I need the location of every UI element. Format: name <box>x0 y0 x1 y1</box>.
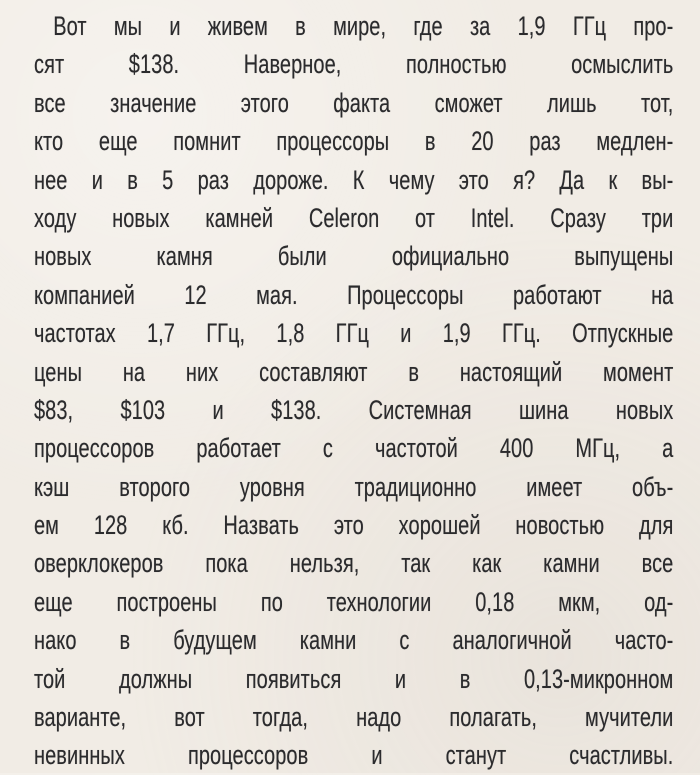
article-line-15: оверклокеров пока нельзя, так как камни все <box>34 548 674 579</box>
article-line-5: нее и в 5 раз дороже. К чему это я? Да к вы- <box>34 164 674 195</box>
article-line-7: новых камня были официально выпущены <box>34 241 674 272</box>
article-line-4: кто еще помнит процессоры в 20 раз медлен- <box>34 126 674 157</box>
article-line-2: сят $138. Наверное, полностью осмыслить <box>34 49 674 80</box>
article-line-12: процессоров работает с частотой 400 МГц, а <box>34 433 674 464</box>
article-line-10: цены на них составляют в настоящий момент <box>34 356 674 387</box>
article-line-8: компанией 12 мая. Процессоры работают на <box>34 279 674 310</box>
article-line-20: невинных процессоров и станут счастливы. <box>34 740 674 771</box>
article-line-9: частотах 1,7 ГГц, 1,8 ГГц и 1,9 ГГц. Отпускные <box>34 318 674 349</box>
article-line-13: кэш второго уровня традиционно имеет объ- <box>34 471 674 502</box>
article-line-17: нако в будущем камни с аналогичной часто- <box>34 625 674 656</box>
article-line-14: ем 128 кб. Назвать это хорошей новостью для <box>34 510 674 541</box>
article-line-6: ходу новых камней Celeron от Intel. Сразу три <box>34 202 674 233</box>
article-body <box>34 7 676 775</box>
article-line-18: той должны появиться и в 0,13-микронном <box>34 663 674 694</box>
article-line-11: $83, $103 и $138. Системная шина новых <box>34 394 674 425</box>
article-line-19: варианте, вот тогда, надо полагать, мучители <box>34 702 674 733</box>
article-line-1: Вот мы и живем в мире, где за 1,9 ГГц про- <box>53 11 674 41</box>
article-line-3: все значение этого факта сможет лишь тот, <box>34 87 674 118</box>
article-line-16: еще построены по технологии 0,18 мкм, од- <box>34 586 674 617</box>
